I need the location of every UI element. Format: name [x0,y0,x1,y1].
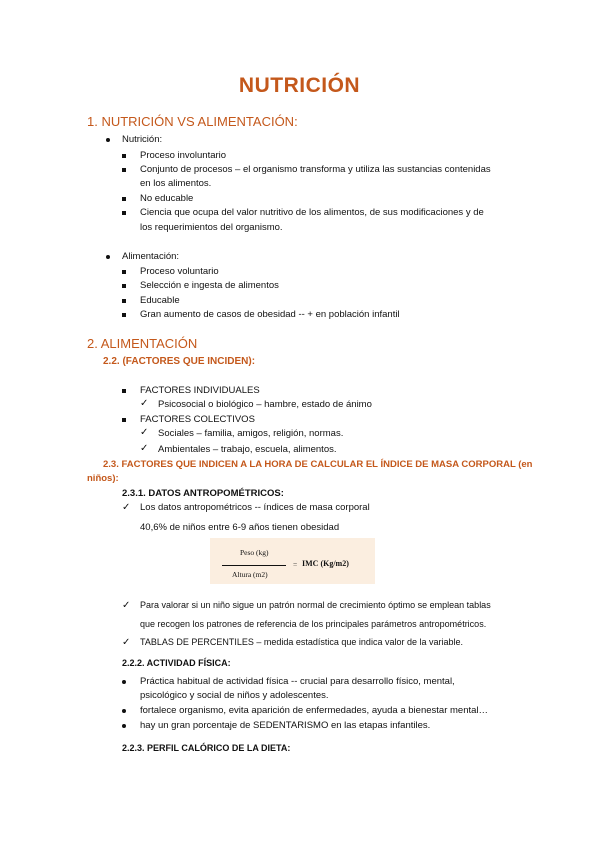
bullet-square [122,284,126,288]
nutricion-item: Proceso involuntario [140,150,227,161]
formula-result: IMC (Kg/m2) [302,559,349,568]
check-icon: ✓ [122,502,131,513]
bullet-square [122,168,126,172]
nutricion-item: Ciencia que ocupa del valor nutritivo de los alimentos, de sus modificaciones y de [140,207,484,218]
bullet-square [122,299,126,303]
formula-equals: = [293,560,298,569]
check-icon: ✓ [140,398,149,409]
nutricion-item-cont: los requerimientos del organismo. [140,222,283,233]
subsection-2-3-1-heading: 2.3.1. DATOS ANTROPOMÉTRICOS: [122,488,284,499]
nutricion-item: Conjunto de procesos – el organismo transforma y utiliza las sustancias contenidas [140,164,491,175]
datos-item: Los datos antropométricos -- índices de masa corporal [140,502,370,513]
bullet-square [122,211,126,215]
bullet-square [122,418,126,422]
bullet-square [122,389,126,393]
alimentacion-label: Alimentación: [122,251,180,262]
actividad-item: Práctica habitual de actividad física -- crucial para desarrollo físico, mental, [140,676,455,687]
colectivos-item: Ambientales – trabajo, escuela, alimentos. [158,444,337,455]
subsection-2-2-2-heading: 2.2.2. ACTIVIDAD FÍSICA: [122,658,231,668]
alimentacion-item: Gran aumento de casos de obesidad -- + en población infantil [140,309,400,320]
imc-formula [210,538,375,584]
bullet-square [122,313,126,317]
obesidad-stat: 40,6% de niños entre 6-9 años tienen obesidad [140,522,340,533]
nutricion-item: No educable [140,193,194,204]
bullet-square [122,154,126,158]
bullet-square [122,270,126,274]
subsection-2-2-3-heading: 2.2.3. PERFIL CALÓRICO DE LA DIETA: [122,743,291,753]
fraction-line [222,565,286,566]
page-title: NUTRICIÓN [238,74,361,97]
formula-numerator: Peso (kg) [240,548,269,557]
nutricion-item-cont: en los alimentos. [140,178,212,189]
subsection-2-3-heading: 2.3. FACTORES QUE INDICEN A LA HORA DE CALCULAR EL ÍNDICE DE MASA CORPORAL (en [103,459,533,470]
bullet-dot [122,709,126,713]
tablas-percentiles: TABLAS DE PERCENTILES – medida estadística que indica valor de la variable. [140,637,463,647]
factores-individuales: FACTORES INDIVIDUALES [140,385,260,396]
check-icon: ✓ [122,637,131,648]
valorar-text-cont: que recogen los patrones de referencia de los principales parámetros antropométricos. [140,619,487,629]
valorar-text: Para valorar si un niño sigue un patrón normal de crecimiento óptimo se emplean tablas [140,600,491,610]
bullet-square [122,197,126,201]
bullet-dot [122,680,126,684]
factores-colectivos: FACTORES COLECTIVOS [140,414,255,425]
check-icon: ✓ [140,443,149,454]
alimentacion-item: Educable [140,295,180,306]
nutricion-label: Nutrición: [122,134,163,145]
actividad-item: fortalece organismo, evita aparición de enfermedades, ayuda a bienestar mental… [140,705,489,716]
check-icon: ✓ [140,427,149,438]
bullet-dot [106,255,110,259]
section-1-heading: 1. NUTRICIÓN VS ALIMENTACIÓN: [87,114,298,129]
section-2-heading: 2. ALIMENTACIÓN [87,336,198,351]
subsection-2-2-heading: 2.2. (FACTORES QUE INCIDEN): [103,356,256,367]
formula-denominator: Altura (m2) [232,570,268,579]
bullet-dot [122,724,126,728]
actividad-item-cont: psicológico y social de niños y adolescentes. [140,690,329,701]
check-icon: ✓ [122,600,131,611]
actividad-item: hay un gran porcentaje de SEDENTARISMO en las etapas infantiles. [140,720,431,731]
individuales-item: Psicosocial o biológico – hambre, estado de ánimo [158,399,372,410]
colectivos-item: Sociales – familia, amigos, religión, normas. [158,428,344,439]
alimentacion-item: Proceso voluntario [140,266,219,277]
alimentacion-item: Selección e ingesta de alimentos [140,280,279,291]
subsection-2-3-heading-cont: niños): [87,473,119,484]
bullet-dot [106,138,110,142]
